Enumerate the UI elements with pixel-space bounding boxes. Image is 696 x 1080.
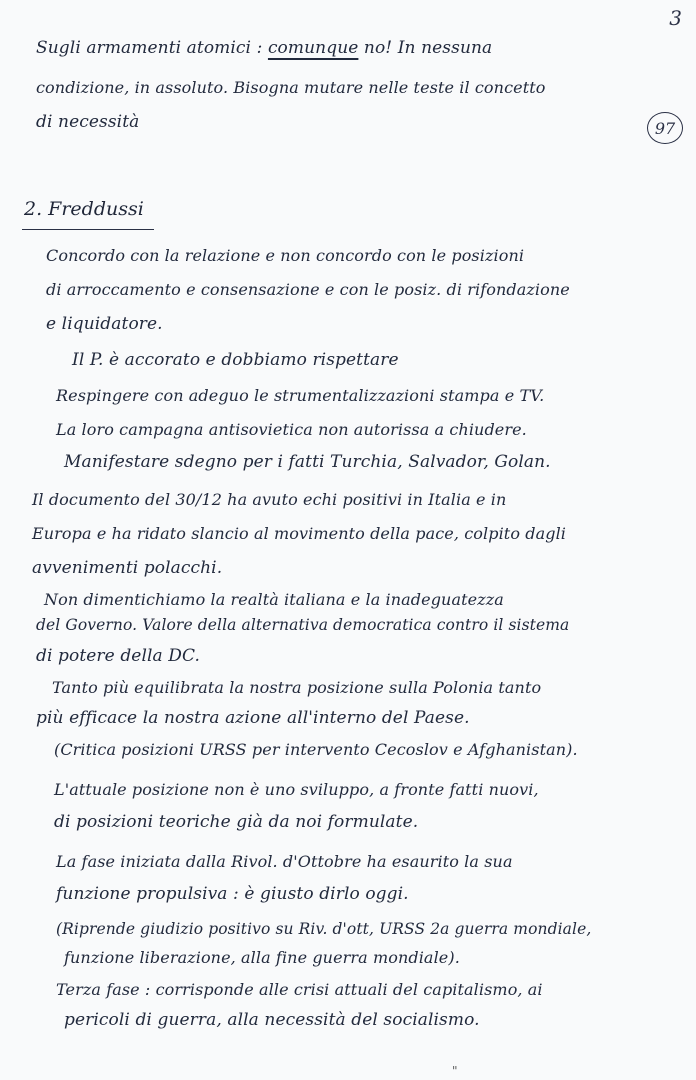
paragraph-line: funzione liberazione, alla fine guerra mondiale). <box>64 948 460 967</box>
paragraph-line: pericoli di guerra, alla necessità del socialismo. <box>64 1010 480 1030</box>
heading-underline <box>22 229 154 230</box>
text-line-1 <box>36 38 492 58</box>
paragraph-line: Concordo con la relazione e non concordo con le posizioni <box>46 246 525 265</box>
paragraph-line: avvenimenti polacchi. <box>32 558 223 578</box>
paragraph-line: Manifestare sdegno per i fatti Turchia, Salvador, Golan. <box>64 452 551 472</box>
paragraph-line: Il documento del 30/12 ha avuto echi positivi in Italia e in <box>32 490 507 509</box>
section-heading: 2. Freddussi <box>24 198 144 220</box>
folio-stamp: 97 <box>647 112 683 144</box>
paragraph-line: e liquidatore. <box>46 314 163 334</box>
paragraph-line: di posizioni teoriche già da noi formulate. <box>54 812 419 832</box>
underlined-word: comunque <box>267 38 359 58</box>
text-line-1-end: no! In nessuna <box>358 38 493 58</box>
paragraph-line: di potere della DC. <box>36 646 201 666</box>
paragraph-line: funzione propulsiva : è giusto dirlo oggi. <box>56 884 409 904</box>
paragraph-line: L'attuale posizione non è uno sviluppo, a fronte fatti nuovi, <box>54 780 539 799</box>
paragraph-line: Tanto più equilibrata la nostra posizione sulla Polonia tanto <box>52 678 542 697</box>
paragraph-line: La fase iniziata dalla Rivol. d'Ottobre ha esaurito la sua <box>56 852 513 871</box>
text-line-2: condizione, in assoluto. Bisogna mutare nelle teste il concetto <box>36 78 546 97</box>
bottom-mark: " <box>452 1064 458 1078</box>
paragraph-line: Non dimentichiamo la realtà italiana e la inadeguatezza <box>44 590 504 609</box>
paragraph-line: del Governo. Valore della alternativa democratica contro il sistema <box>36 616 570 634</box>
paragraph-line: Il P. è accorato e dobbiamo rispettare <box>72 350 399 370</box>
text-line-1-start: Sugli armamenti atomici : <box>36 38 268 58</box>
paragraph-line: (Riprende giudizio positivo su Riv. d'ott, URSS 2a guerra mondiale, <box>56 920 592 938</box>
paragraph-line: Europa e ha ridato slancio al movimento della pace, colpito dagli <box>32 524 567 543</box>
paragraph-line: di arroccamento e consensazione e con le posiz. di rifondazione <box>46 280 570 299</box>
paragraph-line: Terza fase : corrisponde alle crisi attuali del capitalismo, ai <box>56 980 543 999</box>
paragraph-line: Respingere con adeguo le strumentalizzazioni stampa e TV. <box>56 386 545 405</box>
paragraph-line: più efficace la nostra azione all'interno del Paese. <box>36 708 470 728</box>
page-number: 3 <box>669 6 682 30</box>
paragraph-line: (Critica posizioni URSS per intervento Cecoslov e Afghanistan). <box>54 740 578 759</box>
paragraph-line: La loro campagna antisovietica non autorissa a chiudere. <box>56 420 527 439</box>
text-line-3: di necessità <box>36 112 140 132</box>
